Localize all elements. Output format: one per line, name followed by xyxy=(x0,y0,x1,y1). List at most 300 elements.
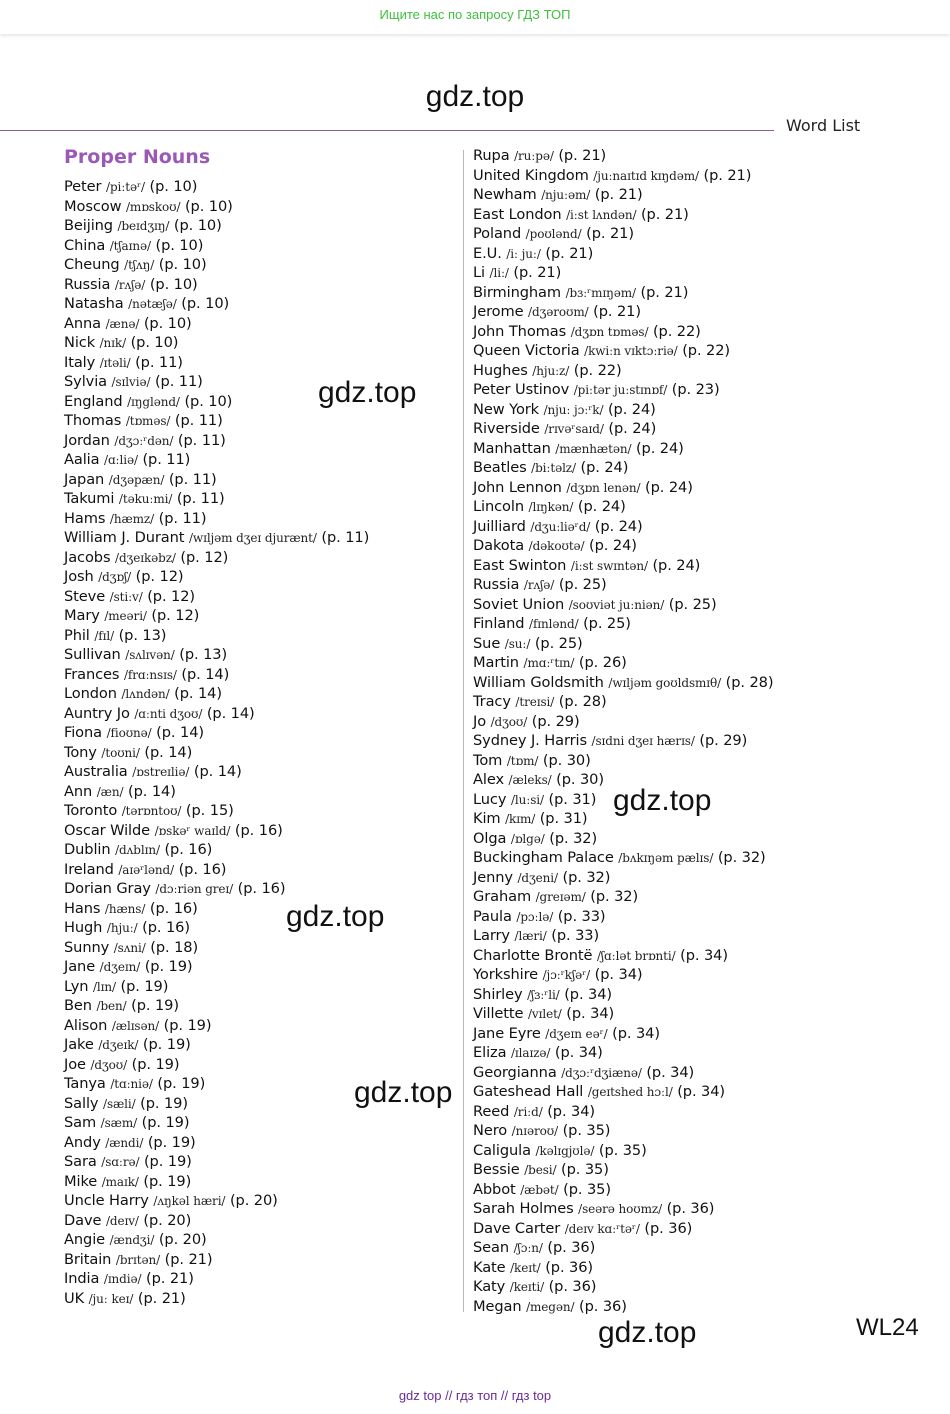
entry-pronunciation: /dʒoʊ/ xyxy=(90,1057,128,1072)
word-entry xyxy=(473,1102,773,1122)
entry-page: (p. 19) xyxy=(143,1153,192,1170)
word-entry xyxy=(473,907,773,927)
entry-page: (p. 11) xyxy=(142,451,191,468)
entry-pronunciation: /fɪl/ xyxy=(94,628,115,643)
entry-name: Jake xyxy=(64,1036,94,1053)
search-banner-text[interactable]: Ищите нас по запросу ГДЗ ТОП xyxy=(379,7,571,22)
word-entry xyxy=(64,1055,369,1075)
entry-page: (p. 33) xyxy=(557,907,606,925)
entry-pronunciation: /luːsi/ xyxy=(510,792,544,807)
entry-pronunciation: /frɑːnsɪs/ xyxy=(123,667,177,682)
entry-page: (p. 19) xyxy=(163,1016,212,1034)
site-title: gdz.top xyxy=(425,80,525,113)
entry-pronunciation: /wɪljəm dʒeɪ djurænt/ xyxy=(188,531,317,545)
word-entry xyxy=(473,146,773,166)
entry-page: (p. 21) xyxy=(137,1289,186,1307)
entry-page: (p. 10) xyxy=(181,295,230,312)
entry-page: (p. 19) xyxy=(131,997,179,1014)
entry-page: (p. 34) xyxy=(594,966,643,983)
entry-page: (p. 34) xyxy=(612,1024,660,1042)
word-entry xyxy=(473,224,773,244)
entry-name: Jane Eyre xyxy=(473,1024,541,1042)
entry-name: Italy xyxy=(64,353,96,371)
word-entry xyxy=(473,692,773,712)
word-entry xyxy=(64,333,369,353)
entry-page: (p. 34) xyxy=(547,1102,596,1120)
entry-pronunciation: /ɑːliə/ xyxy=(104,453,138,467)
entry-page: (p. 11) xyxy=(168,470,217,488)
entry-pronunciation: /lʌndən/ xyxy=(121,687,170,701)
entry-pronunciation: /suː/ xyxy=(504,636,531,651)
word-entry xyxy=(473,166,773,186)
entry-pronunciation: /sɑːrə/ xyxy=(101,1155,140,1169)
entry-page: (p. 24) xyxy=(652,556,701,574)
entry-pronunciation: /æleks/ xyxy=(508,773,552,787)
word-entry xyxy=(64,801,369,821)
entry-page: (p. 25) xyxy=(583,615,631,632)
entry-name: Angie xyxy=(64,1231,106,1248)
word-entry xyxy=(64,528,369,548)
entry-page: (p. 25) xyxy=(558,576,607,593)
entry-pronunciation: /deɪv/ xyxy=(105,1213,139,1228)
entry-name: Larry xyxy=(473,927,510,944)
entry-name: Lucy xyxy=(473,790,507,808)
entry-page: (p. 19) xyxy=(157,1075,206,1092)
entry-name: Jenny xyxy=(473,868,513,886)
entry-page: (p. 16) xyxy=(237,880,286,897)
entry-name: Hugh xyxy=(64,919,103,936)
entry-page: (p. 34) xyxy=(680,946,728,964)
word-entry xyxy=(64,587,369,607)
entry-page: (p. 21) xyxy=(640,283,689,301)
entry-name: Sue xyxy=(473,634,501,652)
entry-name: Peter Ustinov xyxy=(473,381,570,398)
entry-pronunciation: /mɒskoʊ/ xyxy=(125,199,181,214)
entry-page: (p. 12) xyxy=(180,548,229,566)
watermark: gdz.top xyxy=(598,1316,697,1349)
entry-name: Japan xyxy=(64,470,105,488)
word-entry xyxy=(473,244,773,264)
entry-page: (p. 21) xyxy=(703,166,752,184)
entry-pronunciation: /mɑːʳtɪn/ xyxy=(523,656,575,670)
left-column-list xyxy=(64,177,369,1308)
entry-pronunciation: /aɪəʳlənd/ xyxy=(118,862,175,877)
word-entry xyxy=(64,314,369,334)
entry-name: England xyxy=(64,392,123,410)
entry-page: (p. 13) xyxy=(179,646,228,663)
entry-page: (p. 11) xyxy=(321,529,370,546)
entry-pronunciation: /bʌkɪŋəm pælɪs/ xyxy=(618,851,714,865)
entry-pronunciation: /lɪŋkən/ xyxy=(528,500,574,514)
word-entry xyxy=(64,860,369,880)
entry-page: (p. 20) xyxy=(158,1231,207,1248)
entry-pronunciation: /rɪvəʳsaɪd/ xyxy=(544,422,604,436)
entry-page: (p. 24) xyxy=(635,439,684,457)
word-entry xyxy=(64,450,369,470)
entry-pronunciation: /juː keɪ/ xyxy=(88,1291,134,1306)
watermark: gdz.top xyxy=(354,1076,453,1109)
word-entry xyxy=(64,548,369,568)
entry-pronunciation: /njuː jɔːʳk/ xyxy=(543,402,604,417)
entry-page: (p. 21) xyxy=(593,303,641,320)
entry-pronunciation: /njuːəm/ xyxy=(541,188,591,202)
entry-page: (p. 11) xyxy=(158,509,207,527)
word-entry xyxy=(64,197,369,217)
entry-page: (p. 24) xyxy=(594,517,643,535)
entry-pronunciation: /soʊviət juːniən/ xyxy=(568,597,665,612)
entry-page: (p. 10) xyxy=(149,178,198,195)
entry-name: John Lennon xyxy=(473,478,562,496)
entry-page: (p. 24) xyxy=(608,420,657,437)
entry-pronunciation: /iːst lʌndən/ xyxy=(566,207,637,222)
entry-page: (p. 35) xyxy=(563,1180,611,1198)
entry-page: (p. 36) xyxy=(579,1297,627,1315)
entry-page: (p. 19) xyxy=(140,1094,188,1112)
entry-pronunciation: /poʊlənd/ xyxy=(525,227,582,241)
word-entry xyxy=(473,575,773,595)
entry-page: (p. 21) xyxy=(558,147,607,164)
entry-page: (p. 21) xyxy=(586,225,634,242)
entry-page: (p. 24) xyxy=(577,498,626,515)
word-entry xyxy=(64,489,369,509)
entry-page: (p. 11) xyxy=(177,431,226,449)
entry-name: Aalia xyxy=(64,451,100,468)
word-entry xyxy=(64,704,369,724)
entry-page: (p. 30) xyxy=(556,771,604,788)
entry-name: Dakota xyxy=(473,537,525,554)
word-entry xyxy=(473,1180,773,1200)
word-entry xyxy=(473,263,773,283)
entry-pronunciation: /sʌni/ xyxy=(113,940,146,955)
entry-pronunciation: /dɔːriən greɪ/ xyxy=(155,882,234,896)
entry-name: London xyxy=(64,685,117,702)
word-entry xyxy=(473,1238,773,1258)
entry-name: Nero xyxy=(473,1122,508,1139)
word-entry xyxy=(64,1113,369,1133)
word-entry xyxy=(473,556,773,576)
entry-pronunciation: /tɒməs/ xyxy=(125,414,171,428)
entry-pronunciation: /liː/ xyxy=(489,266,509,280)
entry-page: (p. 26) xyxy=(578,654,627,671)
entry-page: (p. 28) xyxy=(725,673,774,691)
word-entry xyxy=(473,926,773,946)
entry-name: Queen Victoria xyxy=(473,342,580,359)
entry-pronunciation: /ɪtəli/ xyxy=(99,355,131,370)
word-entry xyxy=(473,731,773,751)
word-entry xyxy=(473,361,773,381)
entry-pronunciation: /deɪv kɑːʳtəʳ/ xyxy=(564,1221,640,1236)
entry-page: (p. 35) xyxy=(562,1122,611,1139)
entry-page: (p. 24) xyxy=(580,459,629,476)
entry-page: (p. 32) xyxy=(717,849,766,866)
entry-pronunciation: /fioʊnə/ xyxy=(106,726,152,740)
word-entry xyxy=(64,684,369,704)
entry-pronunciation: /dʒuːliəʳd/ xyxy=(530,519,591,534)
entry-pronunciation: /ʌŋkəl hæri/ xyxy=(153,1194,226,1208)
entry-name: Nick xyxy=(64,334,96,351)
entry-name: Jerome xyxy=(473,303,524,320)
entry-name: Bessie xyxy=(473,1161,520,1178)
entry-page: (p. 30) xyxy=(542,751,591,769)
entry-page: (p. 14) xyxy=(144,743,193,761)
entry-pronunciation: /biːtəlz/ xyxy=(531,461,576,475)
entry-page: (p. 36) xyxy=(666,1200,715,1217)
entry-name: Katy xyxy=(473,1278,506,1295)
word-entry xyxy=(473,595,773,615)
word-entry xyxy=(473,1004,773,1024)
entry-pronunciation: /ælɪsən/ xyxy=(111,1018,160,1033)
entry-name: Buckingham Palace xyxy=(473,849,614,866)
word-entry xyxy=(64,996,369,1016)
entry-page: (p. 28) xyxy=(558,693,607,710)
footer-links[interactable]: gdz top // гдз топ // гдз top xyxy=(398,1388,552,1403)
search-banner xyxy=(0,0,950,34)
entry-pronunciation: /dʒɔːʳdən/ xyxy=(114,433,174,448)
entry-pronunciation: /dʒəroʊm/ xyxy=(528,305,589,319)
entry-page: (p. 19) xyxy=(120,977,169,995)
entry-pronunciation: /tʃaɪnə/ xyxy=(109,238,151,253)
entry-page: (p. 35) xyxy=(598,1141,647,1159)
entry-name: Dave xyxy=(64,1211,102,1229)
entry-page: (p. 33) xyxy=(551,927,600,944)
word-entry xyxy=(64,255,369,275)
word-entry xyxy=(473,400,773,420)
entry-name: Dublin xyxy=(64,841,111,858)
entry-page: (p. 13) xyxy=(118,626,167,644)
word-entry xyxy=(473,1297,773,1317)
entry-pronunciation: /kwiːn vɪktɔːriə/ xyxy=(584,344,678,358)
entry-name: Juilliard xyxy=(473,517,526,535)
word-entry xyxy=(64,879,369,899)
entry-name: China xyxy=(64,236,106,254)
entry-pronunciation: /dʒɒʃ/ xyxy=(98,570,132,584)
entry-name: Sara xyxy=(64,1153,97,1170)
entry-name: Peter xyxy=(64,178,102,195)
entry-page: (p. 31) xyxy=(539,810,588,827)
entry-page: (p. 12) xyxy=(135,568,184,585)
word-entry xyxy=(64,1289,369,1309)
word-entry xyxy=(473,1199,773,1219)
entry-name: Hans xyxy=(64,899,101,917)
word-entry xyxy=(64,1016,369,1036)
entry-pronunciation: /geɪtshed hɔːl/ xyxy=(587,1085,673,1099)
entry-page: (p. 19) xyxy=(141,1114,190,1131)
entry-name: Phil xyxy=(64,626,90,644)
entry-page: (p. 34) xyxy=(564,985,612,1003)
entry-name: Birmingham xyxy=(473,283,562,301)
entry-page: (p. 34) xyxy=(646,1063,695,1081)
entry-pronunciation: /beɪdʒɪŋ/ xyxy=(117,219,170,233)
word-entry xyxy=(64,567,369,587)
header-rule xyxy=(0,130,774,131)
word-entry xyxy=(473,302,773,322)
entry-name: Fiona xyxy=(64,724,103,741)
entry-page: (p. 34) xyxy=(677,1083,726,1100)
entry-pronunciation: /fɪnlənd/ xyxy=(529,617,579,631)
entry-name: Russia xyxy=(473,576,520,593)
entry-name: Mike xyxy=(64,1172,98,1190)
word-entry xyxy=(64,977,369,997)
word-entry xyxy=(473,478,773,498)
entry-page: (p. 23) xyxy=(671,381,720,398)
entry-pronunciation: /dʒeɪn eəʳ/ xyxy=(545,1026,608,1041)
entry-page: (p. 10) xyxy=(158,256,207,273)
word-entry xyxy=(64,957,369,977)
entry-name: Georgianna xyxy=(473,1063,557,1081)
entry-page: (p. 22) xyxy=(652,322,701,340)
entry-pronunciation: /ɒskəʳ waɪld/ xyxy=(154,823,231,838)
word-entry xyxy=(473,497,773,517)
entry-page: (p. 35) xyxy=(561,1161,609,1178)
entry-pronunciation: /læri/ xyxy=(514,929,547,943)
entry-name: Graham xyxy=(473,888,532,905)
word-entry xyxy=(64,177,369,197)
entry-page: (p. 14) xyxy=(156,724,204,741)
word-entry xyxy=(64,509,369,529)
word-entry xyxy=(64,606,369,626)
entry-page: (p. 22) xyxy=(573,361,622,379)
entry-name: United Kingdom xyxy=(473,166,589,184)
page-number: WL24 xyxy=(856,1314,919,1341)
entry-page: (p. 19) xyxy=(142,1036,191,1053)
entry-name: Poland xyxy=(473,225,522,242)
entry-pronunciation: /ben/ xyxy=(96,999,127,1013)
entry-pronunciation: /nətæʃə/ xyxy=(128,297,177,311)
word-entry xyxy=(64,1172,369,1192)
entry-pronunciation: /sɪdni dʒeɪ hærɪs/ xyxy=(591,734,695,748)
entry-pronunciation: /lɪn/ xyxy=(92,979,116,994)
entry-pronunciation: /hjuː/ xyxy=(106,921,138,935)
entry-page: (p. 21) xyxy=(594,186,643,203)
entry-name: Ireland xyxy=(64,860,114,878)
word-entry xyxy=(64,743,369,763)
word-entry xyxy=(473,439,773,459)
entry-pronunciation: /kəlɪgjʊlə/ xyxy=(535,1143,595,1158)
word-entry xyxy=(64,1074,369,1094)
word-entry xyxy=(473,380,773,400)
word-entry xyxy=(64,275,369,295)
word-entry xyxy=(64,470,369,490)
entry-page: (p. 25) xyxy=(668,595,717,613)
entry-page: (p. 21) xyxy=(513,264,562,281)
word-entry xyxy=(473,868,773,888)
entry-name: Paula xyxy=(473,907,512,925)
entry-pronunciation: /toʊni/ xyxy=(101,745,140,760)
entry-pronunciation: /æbət/ xyxy=(520,1182,559,1197)
entry-pronunciation: /pɔːlə/ xyxy=(516,909,554,924)
entry-page: (p. 34) xyxy=(554,1044,603,1061)
entry-pronunciation: /iːst swɪntən/ xyxy=(570,558,648,573)
entry-pronunciation: /æn/ xyxy=(96,784,124,799)
word-entry xyxy=(473,1219,773,1239)
entry-page: (p. 10) xyxy=(173,217,222,234)
entry-name: Joe xyxy=(64,1055,86,1073)
entry-pronunciation: /dʒoʊ/ xyxy=(490,714,528,729)
entry-pronunciation: /dʒəpæn/ xyxy=(108,472,165,487)
entry-pronunciation: /tʃʌŋ/ xyxy=(124,258,155,272)
entry-pronunciation: /riːd/ xyxy=(513,1104,543,1119)
word-entry xyxy=(64,1035,369,1055)
entry-page: (p. 12) xyxy=(147,587,196,605)
entry-name: Tracy xyxy=(473,693,511,710)
entry-pronunciation: /rʌʃə/ xyxy=(114,277,146,292)
word-entry xyxy=(473,965,773,985)
word-entry xyxy=(473,341,773,361)
entry-name: William Goldsmith xyxy=(473,673,604,691)
word-entry xyxy=(473,673,773,693)
word-entry xyxy=(473,1121,773,1141)
entry-pronunciation: /brɪtən/ xyxy=(115,1252,161,1267)
word-entry xyxy=(64,938,369,958)
entry-name: Shirley xyxy=(473,985,523,1003)
entry-name: Finland xyxy=(473,615,525,632)
watermark: gdz.top xyxy=(286,900,385,933)
entry-name: Australia xyxy=(64,763,128,780)
word-entry xyxy=(64,1250,369,1270)
entry-name: Natasha xyxy=(64,295,124,312)
word-entry xyxy=(64,1230,369,1250)
entry-page: (p. 32) xyxy=(549,829,598,847)
word-entry xyxy=(64,840,369,860)
entry-name: Uncle Harry xyxy=(64,1192,149,1209)
entry-name: Caligula xyxy=(473,1141,531,1159)
entry-pronunciation: /dʒeɪkəbz/ xyxy=(115,550,176,565)
entry-name: Auntry Jo xyxy=(64,704,130,722)
word-entry xyxy=(64,1094,369,1114)
entry-page: (p. 11) xyxy=(135,353,183,371)
word-entry xyxy=(64,645,369,665)
entry-pronunciation: /ɒstreɪliə/ xyxy=(132,765,190,779)
entry-page: (p. 16) xyxy=(178,860,227,878)
entry-page: (p. 21) xyxy=(146,1270,194,1287)
entry-name: E.U. xyxy=(473,244,502,262)
entry-pronunciation: /dʒɒn tɒməs/ xyxy=(570,324,649,339)
entry-pronunciation: /dʒeni/ xyxy=(517,870,558,885)
entry-page: (p. 24) xyxy=(644,478,693,496)
entry-page: (p. 32) xyxy=(562,868,611,886)
word-entry xyxy=(473,283,773,303)
entry-pronunciation: /təkuːmi/ xyxy=(118,492,173,506)
entry-name: Moscow xyxy=(64,197,122,215)
entry-pronunciation: /ɪndiə/ xyxy=(103,1272,142,1286)
entry-name: Josh xyxy=(64,568,94,585)
entry-page: (p. 21) xyxy=(164,1250,213,1268)
entry-pronunciation: /dʒɔːʳdʒiænə/ xyxy=(561,1065,642,1080)
entry-name: Charlotte Brontë xyxy=(473,946,593,964)
entry-pronunciation: /sʌlɪvən/ xyxy=(125,648,175,662)
entry-pronunciation: /ʃɜːʳli/ xyxy=(527,987,560,1002)
entry-name: Sylvia xyxy=(64,373,107,390)
entry-pronunciation: /ænə/ xyxy=(105,316,140,331)
entry-pronunciation: /mænhætən/ xyxy=(555,441,632,456)
entry-pronunciation: /tɑːniə/ xyxy=(110,1077,153,1091)
entry-name: Riverside xyxy=(473,420,540,437)
entry-name: Sullivan xyxy=(64,646,121,663)
word-entry xyxy=(64,431,369,451)
word-entry xyxy=(64,626,369,646)
entry-name: Abbot xyxy=(473,1180,516,1198)
entry-name: John Thomas xyxy=(473,322,567,340)
word-entry xyxy=(473,1082,773,1102)
entry-pronunciation: /besi/ xyxy=(524,1163,557,1177)
entry-page: (p. 12) xyxy=(151,607,200,624)
entry-pronunciation: /dʒeɪk/ xyxy=(98,1038,139,1052)
entry-page: (p. 21) xyxy=(545,244,594,262)
entry-pronunciation: /piːtəʳ/ xyxy=(106,180,145,194)
entry-pronunciation: /ɑːnti dʒoʊ/ xyxy=(134,706,203,721)
entry-pronunciation: /dʒeɪn/ xyxy=(99,960,141,974)
entry-name: Li xyxy=(473,264,485,281)
